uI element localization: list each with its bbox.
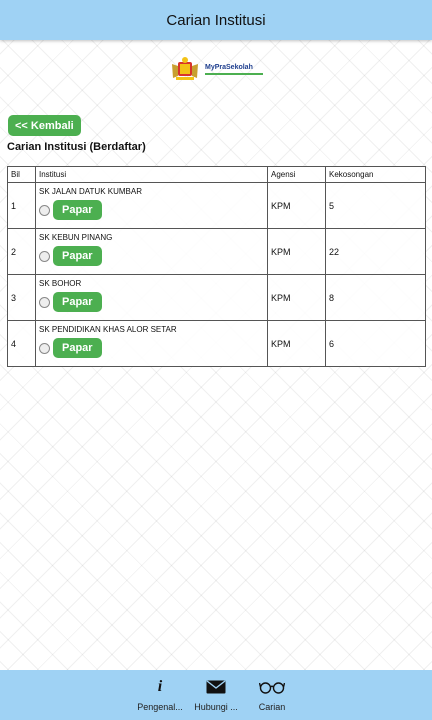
logo-text: MyPraSekolah xyxy=(205,63,253,71)
header-agensi: Agensi xyxy=(268,167,326,183)
section-title: Carian Institusi (Berdaftar) xyxy=(7,141,146,153)
select-radio[interactable] xyxy=(39,343,50,354)
view-button[interactable]: Papar xyxy=(53,200,102,220)
row-agensi: KPM xyxy=(268,321,326,367)
nav-label: Carian xyxy=(258,702,286,712)
nav-item-hubungi[interactable] xyxy=(188,678,244,712)
glasses-icon xyxy=(259,678,285,696)
envelope-icon xyxy=(206,678,226,696)
institution-name: SK JALAN DATUK KUMBAR xyxy=(39,187,142,196)
row-bil: 2 xyxy=(8,229,36,275)
coat-of-arms-icon xyxy=(169,56,201,82)
view-button[interactable]: Papar xyxy=(53,338,102,358)
nav-item-pengenalan[interactable] xyxy=(132,678,188,712)
back-button[interactable]: << Kembali xyxy=(8,115,81,136)
institution-name: SK KEBUN PINANG xyxy=(39,233,113,242)
row-kekosongan: 5 xyxy=(326,183,426,229)
table-row xyxy=(8,183,426,229)
row-agensi: KPM xyxy=(268,275,326,321)
view-button[interactable]: Papar xyxy=(53,246,102,266)
logo-area xyxy=(0,56,432,82)
results-table xyxy=(7,166,426,367)
row-kekosongan: 22 xyxy=(326,229,426,275)
row-agensi: KPM xyxy=(268,229,326,275)
header-kekosongan: Kekosongan xyxy=(326,167,426,183)
row-bil: 1 xyxy=(8,183,36,229)
table-row xyxy=(8,275,426,321)
header-institusi: Institusi xyxy=(36,167,268,183)
nav-label: Pengenal... xyxy=(137,702,183,712)
institution-name: SK BOHOR xyxy=(39,279,82,288)
table-header-row xyxy=(8,167,426,183)
nav-label: Hubungi ... xyxy=(194,702,238,712)
page-title: Carian Institusi xyxy=(166,11,266,29)
row-kekosongan: 6 xyxy=(326,321,426,367)
select-radio[interactable] xyxy=(39,297,50,308)
app-header xyxy=(0,0,432,40)
table-row xyxy=(8,321,426,367)
view-button[interactable]: Papar xyxy=(53,292,102,312)
row-bil: 4 xyxy=(8,321,36,367)
nav-item-carian[interactable] xyxy=(244,678,300,712)
row-agensi: KPM xyxy=(268,183,326,229)
select-radio[interactable] xyxy=(39,205,50,216)
table-row xyxy=(8,229,426,275)
header-bil: Bil xyxy=(8,167,36,183)
bottom-nav xyxy=(0,670,432,720)
info-icon: i xyxy=(157,678,163,695)
institution-name: SK PENDIDIKAN KHAS ALOR SETAR xyxy=(39,325,177,334)
row-kekosongan: 8 xyxy=(326,275,426,321)
logo-underline xyxy=(205,73,263,75)
select-radio[interactable] xyxy=(39,251,50,262)
row-bil: 3 xyxy=(8,275,36,321)
